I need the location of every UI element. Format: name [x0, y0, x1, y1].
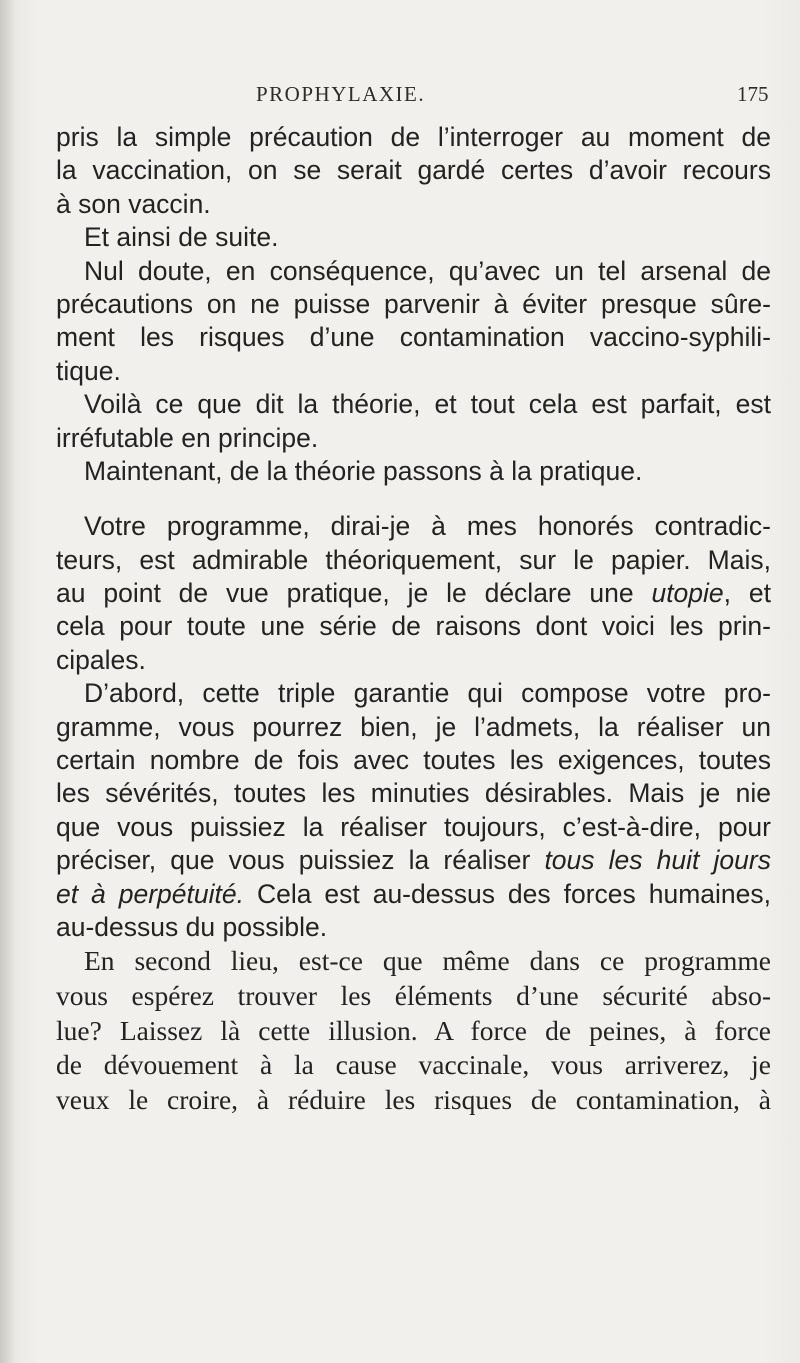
paragraph-line: Voilà ce que dit la théorie, et tout cela est parfait, est — [84, 389, 771, 420]
body-text — [56, 121, 771, 1117]
text-line: irréfutable en principe. — [56, 422, 319, 453]
text-line: précautions on ne puisse parvenir à éviter presque sûre- — [56, 288, 771, 319]
text-line: gramme, vous pourrez bien, je l’admets, la réaliser un — [56, 711, 771, 742]
paragraph-line: D’abord, cette triple garantie qui compose votre pro- — [84, 678, 771, 709]
text-line: cipales. — [56, 644, 146, 675]
text-line — [56, 577, 771, 610]
paragraph-line: Et ainsi de suite. — [84, 222, 279, 253]
text-line — [56, 844, 771, 877]
text-line: ment les risques d’une contamination vaccino-syphili- — [56, 322, 771, 353]
text-line: lue? Laissez là cette illusion. A force de peines, à force — [56, 1014, 771, 1046]
emphasis-text: utopie — [651, 578, 724, 609]
paragraph-line: Votre programme, dirai-je à mes honorés contradic- — [84, 511, 771, 542]
text-segment: au point de vue pratique, je le déclare une — [56, 578, 634, 609]
text-line: les sévérités, toutes les minuties désirables. Mais je nie — [56, 778, 771, 809]
paragraph-line: En second lieu, est-ce que même dans ce programme — [84, 945, 771, 977]
page-header — [0, 82, 800, 112]
text-line: vous espérez trouver les éléments d’une sécurité abso- — [56, 979, 771, 1011]
paragraph-line: Maintenant, de la théorie passons à la pratique. — [84, 455, 643, 486]
text-line: veux le croire, à réduire les risques de contamination, à — [56, 1083, 771, 1115]
text-segment: préciser, que vous puissiez la réaliser — [56, 845, 531, 876]
text-segment: , et — [723, 578, 771, 609]
text-line — [56, 878, 771, 911]
running-title: PROPHYLAXIE. — [256, 82, 426, 106]
paragraph-line: Nul doute, en conséquence, qu’avec un tel arsenal de — [84, 255, 771, 286]
page-number: 175 — [737, 82, 769, 106]
text-line: la vaccination, on se serait gardé certes d’avoir recours — [56, 155, 771, 186]
text-line: pris la simple précaution de l’interroger au moment de — [56, 122, 771, 152]
page-binding-edge — [0, 0, 14, 1363]
text-line: au-dessus du possible. — [56, 911, 328, 942]
text-segment: Cela est au-dessus des forces humaines, — [243, 878, 771, 909]
text-line: tique. — [56, 355, 121, 386]
text-line: teurs, est admirable théoriquement, sur le papier. Mais, — [56, 544, 771, 575]
text-line: certain nombre de fois avec toutes les exigences, toutes — [56, 745, 771, 776]
text-line: que vous puissiez la réaliser toujours, c’est-à-dire, pour — [56, 811, 771, 842]
text-line: à son vaccin. — [56, 188, 211, 219]
emphasis-text: et à perpétuité. — [56, 878, 244, 909]
text-line: de dévouement à la cause vaccinale, vous arriverez, je — [56, 1049, 771, 1081]
text-line: cela pour toute une série de raisons dont voici les prin- — [56, 611, 771, 642]
emphasis-text: tous les huit jours — [544, 845, 771, 876]
